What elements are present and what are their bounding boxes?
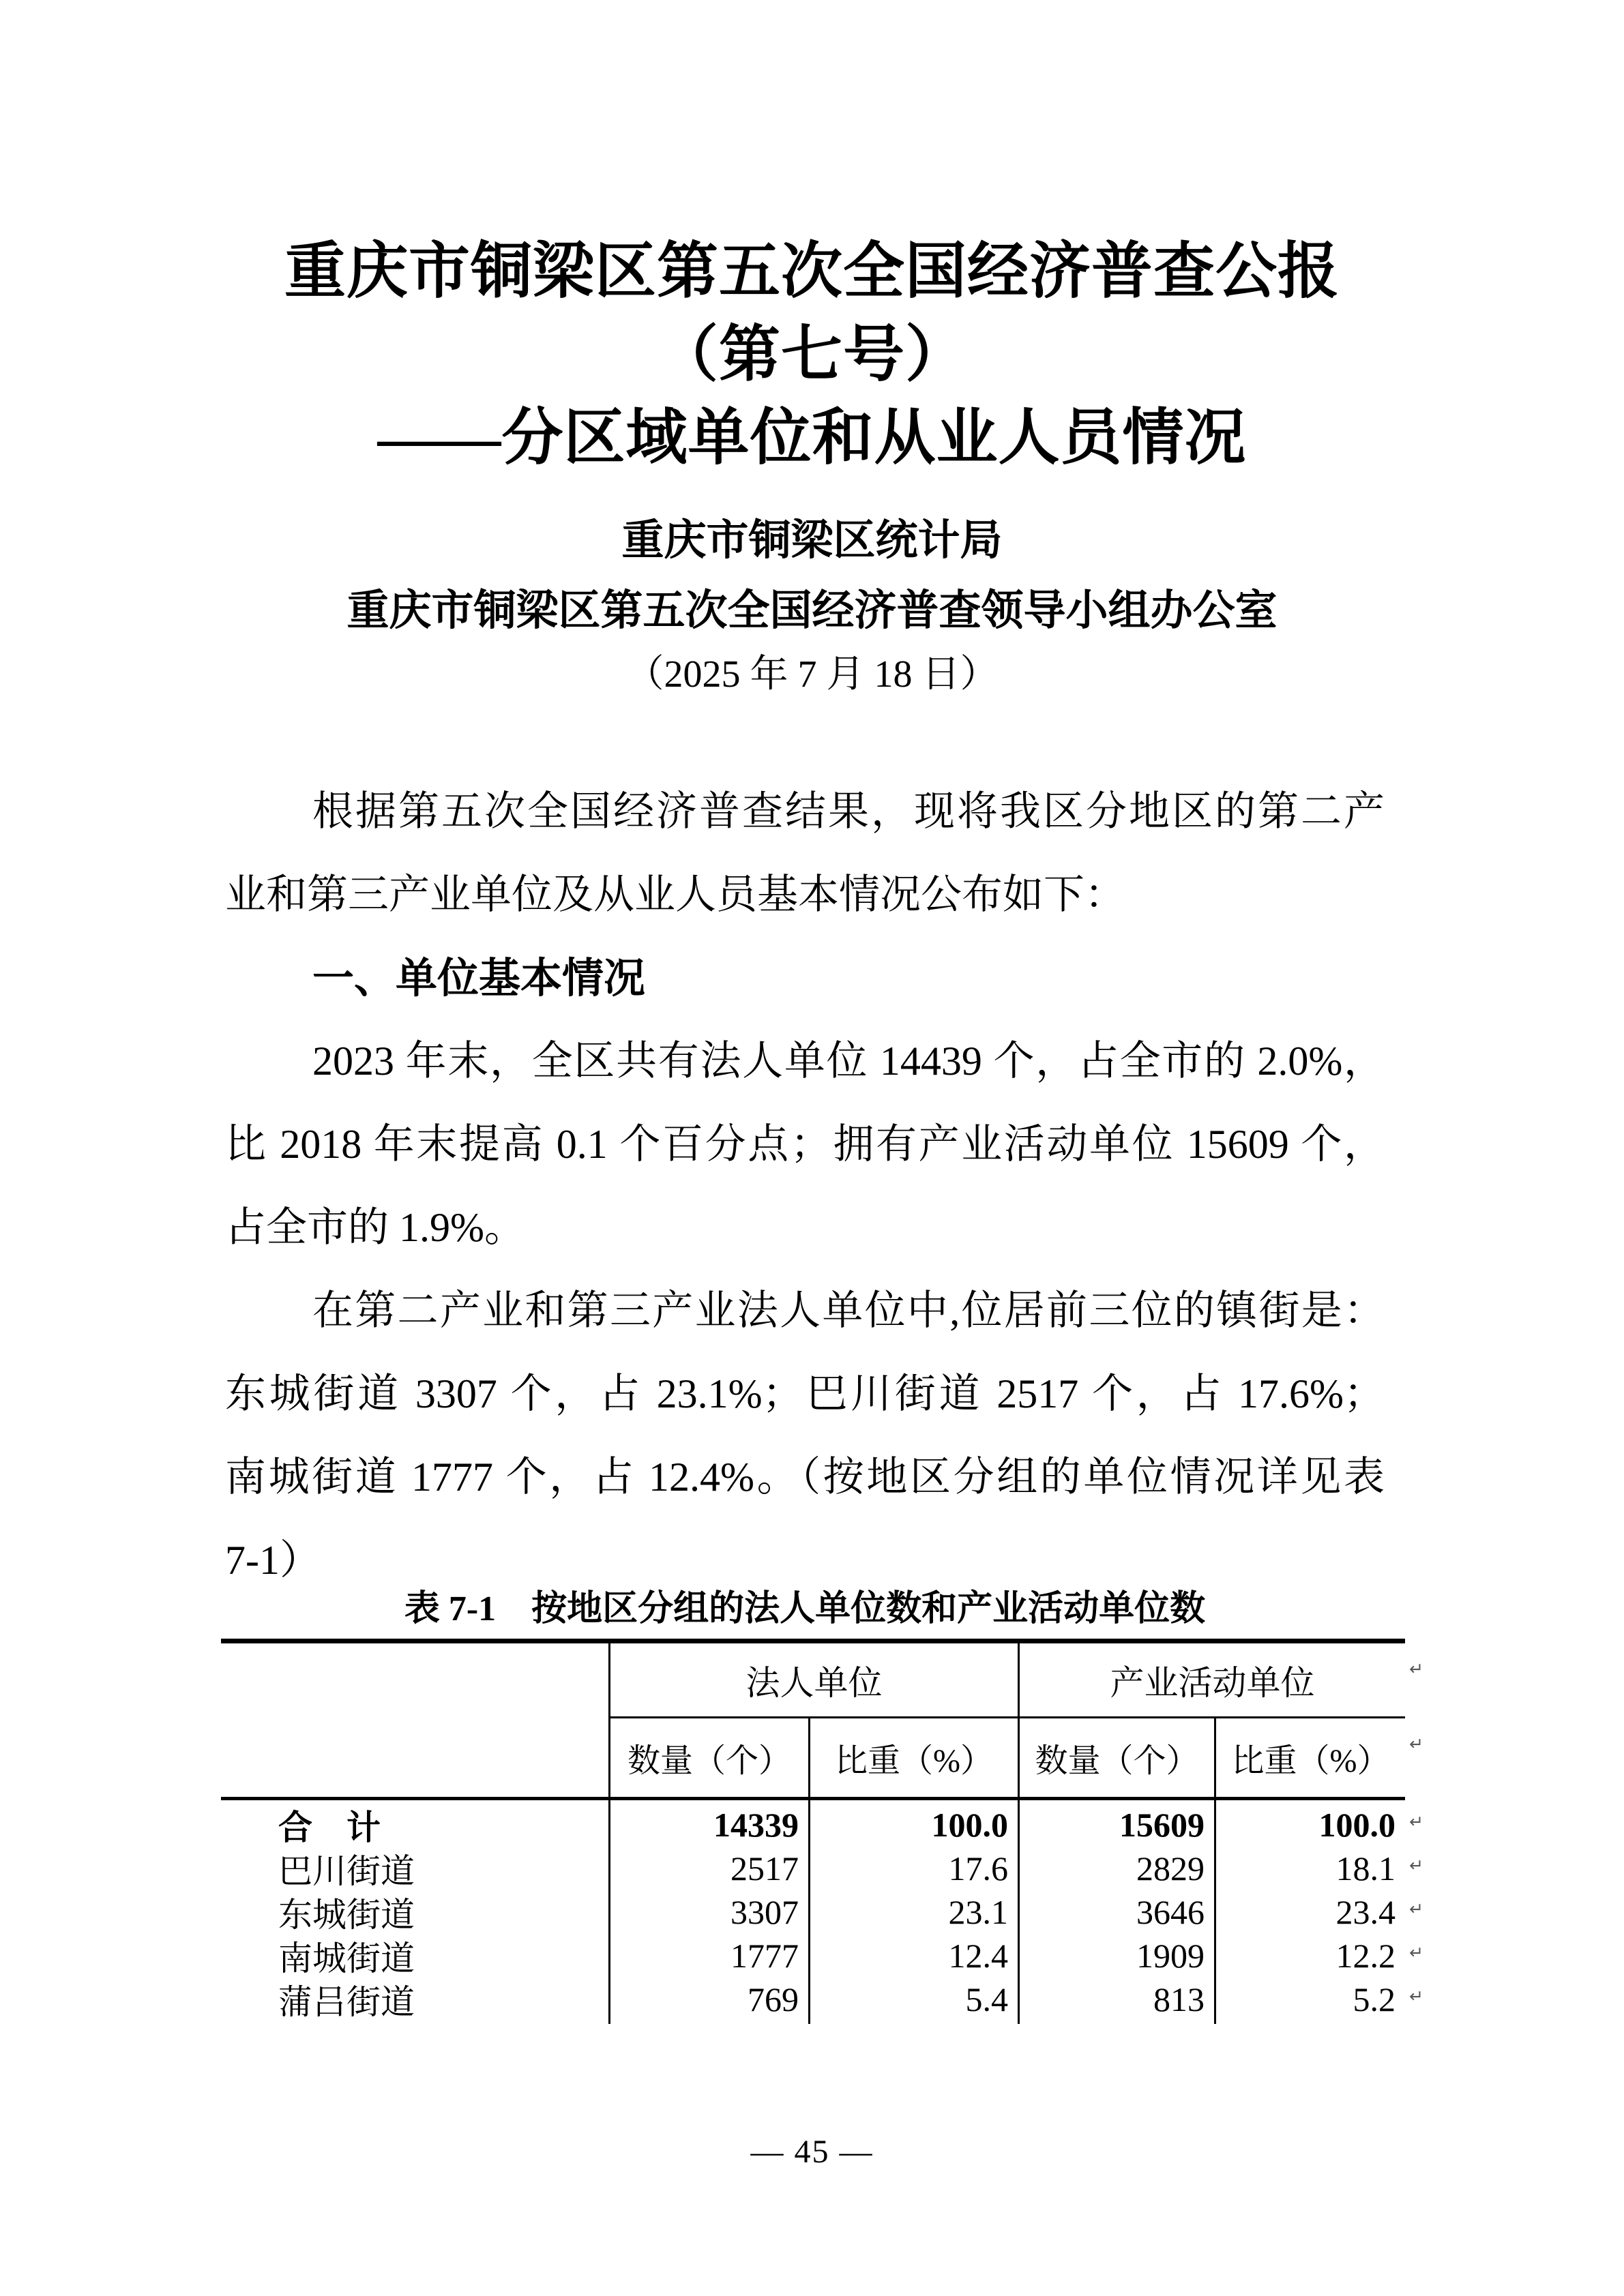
table-cell-value: 5.2: [1214, 1975, 1405, 2024]
table-cell-value: 100.0: [808, 1800, 1018, 1849]
line-break-mark-icon: ↵: [1409, 1855, 1423, 1875]
body-line: 占全市的 1.9%。: [225, 1205, 525, 1250]
body-line: 南城街道 1777 个，占 12.4%。（按地区分组的单位情况详见表: [225, 1455, 1385, 1500]
body-line: 比 2018 年末提高 0.1 个百分点；拥有产业活动单位 15609 个，: [225, 1122, 1385, 1167]
page-number: — 45 —: [750, 2134, 874, 2170]
issuing-agency-2: 重庆市铜梁区第五次全国经济普查领导小组办公室: [346, 588, 1278, 634]
table-cell-value: 3307: [608, 1888, 808, 1937]
body-line: 在第二产业和第三产业法人单位中,位居前三位的镇街是：: [312, 1288, 1385, 1333]
table-cell-value: 14339: [608, 1800, 808, 1849]
body-line: 东城街道 3307 个，占 23.1%；巴川街道 2517 个，占 17.6%；: [225, 1371, 1385, 1416]
header-cell-region: [221, 1643, 608, 1797]
table-cell-value: 100.0: [1214, 1800, 1405, 1849]
table-cell-region: 东城街道: [278, 1896, 415, 1934]
header-cell-count-1: 数量（个）: [608, 1718, 808, 1797]
table-row: [221, 1800, 1405, 1847]
table-cell-region: 巴川街道: [278, 1852, 415, 1890]
line-break-mark-icon: ↵: [1409, 1734, 1423, 1754]
line-break-mark-icon: ↵: [1409, 1659, 1423, 1679]
issuing-agency-1: 重庆市铜梁区统计局: [621, 518, 1003, 564]
body-line: 2023 年末，全区共有法人单位 14439 个，占全市的 2.0%，: [312, 1039, 1385, 1084]
header-cell-count-2: 数量（个）: [1018, 1718, 1214, 1797]
table-cell-value: 769: [608, 1975, 808, 2024]
title-line-3: ——分区域单位和从业人员情况: [377, 404, 1247, 472]
header-cell-share-1: 比重（%）: [808, 1718, 1018, 1797]
body-line: 7-1）: [225, 1538, 321, 1583]
title-line-2: （第七号）: [657, 321, 967, 389]
header-cell-activity-units: 产业活动单位: [1018, 1643, 1405, 1718]
document-title: [0, 230, 1624, 480]
table-cell-value: 5.4: [808, 1975, 1018, 2024]
table-cell-value: 1777: [608, 1931, 808, 1980]
table-cell-value: 23.4: [1214, 1888, 1405, 1937]
table-cell-value: 2829: [1018, 1844, 1214, 1893]
line-break-mark-icon: ↵: [1409, 1899, 1423, 1919]
table-7-1: [221, 1639, 1423, 2021]
table-row: [221, 1931, 1405, 1978]
table-cell-value: 12.2: [1214, 1931, 1405, 1980]
table-cell-region: 南城街道: [278, 1939, 415, 1978]
table-cell-region: 合 计: [278, 1808, 381, 1847]
header-cell-legal-units: 法人单位: [608, 1643, 1018, 1718]
table-cell-value: 17.6: [808, 1844, 1018, 1893]
table-row: [221, 1888, 1405, 1934]
title-line-1: 重庆市铜梁区第五次全国经济普查公报: [284, 238, 1340, 305]
table-cell-value: 3646: [1018, 1888, 1214, 1937]
line-break-mark-icon: ↵: [1409, 1986, 1423, 2006]
section-heading: 一、单位基本情况: [312, 955, 646, 1001]
table-cell-value: 813: [1018, 1975, 1214, 2024]
header-cell-share-2: 比重（%）: [1214, 1718, 1405, 1797]
table-row: [221, 1844, 1405, 1888]
table-cell-value: 12.4: [808, 1931, 1018, 1980]
body-line: 业和第三产业单位及从业人员基本情况公布如下：: [225, 872, 1125, 917]
table-cell-value: 23.1: [808, 1888, 1018, 1937]
table-cell-value: 1909: [1018, 1931, 1214, 1980]
table-cell-region: 蒲吕街道: [278, 1983, 415, 2021]
line-break-mark-icon: ↵: [1409, 1812, 1423, 1832]
body-text: [225, 770, 1385, 1602]
table-row: [221, 1975, 1405, 2021]
table-cell-value: 2517: [608, 1844, 808, 1893]
line-break-mark-icon: ↵: [1409, 1943, 1423, 1963]
table-cell-value: 15609: [1018, 1800, 1214, 1849]
table-title: 表 7-1 按地区分组的法人单位数和产业活动单位数: [404, 1590, 1206, 1628]
publish-date: （2025 年 7 月 18 日）: [625, 653, 999, 696]
body-line: 根据第五次全国经济普查结果，现将我区分地区的第二产: [312, 789, 1385, 834]
table-cell-value: 18.1: [1214, 1844, 1405, 1893]
table-header: [221, 1643, 1405, 1797]
